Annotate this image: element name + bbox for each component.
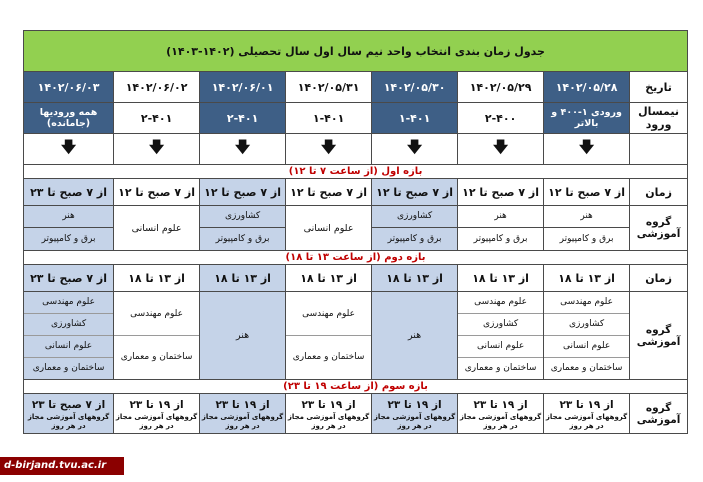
p1-time-6: از ۷ صبح تا ۱۲	[114, 179, 200, 206]
p1-c2-bot: برق و کامپیوتر	[458, 228, 544, 251]
p2-c2-item: علوم مهندسی	[458, 292, 543, 314]
p3-note: گروههای آموزشی مجاز در هر روز	[27, 412, 110, 430]
p3-note: گروههای آموزشی مجاز در هر روز	[545, 412, 628, 430]
p3-time-1: از ۱۹ تا ۲۳	[559, 398, 614, 411]
p2-c4-bot: ساختمان و معماری	[292, 352, 365, 362]
p2-c2-list	[458, 292, 544, 380]
p2-time-1: از ۱۳ تا ۱۸	[544, 265, 630, 292]
p1-time-1: از ۷ صبح تا ۱۲	[544, 179, 630, 206]
p3-note: گروههای آموزشی مجاز در هر روز	[115, 412, 198, 430]
period1-band: بازه اول (از ساعت ۷ تا ۱۲)	[24, 165, 688, 179]
p1-c4: علوم انسانی	[286, 206, 372, 251]
p1-c1-bot: برق و کامپیوتر	[544, 228, 630, 251]
p2-time-2: از ۱۳ تا ۱۸	[458, 265, 544, 292]
p2-c7-list	[24, 292, 114, 380]
entry-5: ۲-۴۰۱	[200, 103, 286, 134]
p3-note: گروههای آموزشی مجاز در هر روز	[459, 412, 542, 430]
p2-time-5: از ۱۳ تا ۱۸	[200, 265, 286, 292]
date-6: ۱۴۰۲/۰۶/۰۲	[114, 72, 200, 103]
p2-c2-item: ساختمان و معماری	[464, 363, 537, 373]
p2-c6-bot: ساختمان و معماری	[120, 352, 193, 362]
entry-1: ورودی ۱-۴۰۰ و بالاتر	[544, 103, 630, 134]
arrow-spacer	[630, 134, 688, 165]
date-1: ۱۴۰۲/۰۵/۲۸	[544, 72, 630, 103]
p1-c7-bot: برق و کامپیوتر	[24, 228, 114, 251]
p3-time-7: از ۷ صبح تا ۲۳	[31, 398, 106, 411]
p2-c7-item: علوم مهندسی	[24, 292, 113, 314]
p3-cell-3	[372, 394, 458, 434]
date-2: ۱۴۰۲/۰۵/۲۹	[458, 72, 544, 103]
period2-band: بازه دوم (از ساعت ۱۳ تا ۱۸)	[24, 251, 688, 265]
p1-c5-bot: برق و کامپیوتر	[200, 228, 286, 251]
p3-cell-4	[286, 394, 372, 434]
label-time: زمان	[630, 179, 688, 206]
p2-c1-item: علوم انسانی	[544, 336, 629, 358]
label-group: گروه آموزشی	[630, 394, 688, 434]
label-group: گروه آموزشی	[630, 206, 688, 251]
p2-c3: هنر	[372, 292, 458, 380]
p3-note: گروههای آموزشی مجاز در هر روز	[373, 412, 456, 430]
p2-c7-item: ساختمان و معماری	[32, 363, 105, 373]
down-arrow-icon: 🡇	[286, 134, 372, 165]
p2-c2-item: کشاورزی	[458, 314, 543, 336]
p3-time-4: از ۱۹ تا ۲۳	[301, 398, 356, 411]
p3-cell-7	[24, 394, 114, 434]
date-4: ۱۴۰۲/۰۵/۳۱	[286, 72, 372, 103]
label-group: گروه آموزشی	[630, 292, 688, 380]
p1-c5-top: کشاورزی	[200, 206, 286, 228]
p2-c4-top: علوم مهندسی	[286, 293, 371, 336]
p2-time-4: از ۱۳ تا ۱۸	[286, 265, 372, 292]
p1-c3-bot: برق و کامپیوتر	[372, 228, 458, 251]
p2-time-6: از ۱۳ تا ۱۸	[114, 265, 200, 292]
p1-time-4: از ۷ صبح تا ۱۲	[286, 179, 372, 206]
p2-c7-item: کشاورزی	[24, 314, 113, 336]
p1-c1-top: هنر	[544, 206, 630, 228]
p2-c1-list	[544, 292, 630, 380]
p2-c2-item: علوم انسانی	[458, 336, 543, 358]
schedule-table	[23, 30, 688, 434]
p1-c6: علوم انسانی	[114, 206, 200, 251]
entry-2: ۲-۴۰۰	[458, 103, 544, 134]
p2-time-7: از ۷ صبح تا ۲۳	[24, 265, 114, 292]
p3-time-2: از ۱۹ تا ۲۳	[473, 398, 528, 411]
p3-note: گروههای آموزشی مجاز در هر روز	[287, 412, 370, 430]
p2-c1-item: کشاورزی	[544, 314, 629, 336]
label-time: زمان	[630, 265, 688, 292]
entry-3: ۱-۴۰۱	[372, 103, 458, 134]
p3-cell-1	[544, 394, 630, 434]
p1-time-2: از ۷ صبح تا ۱۲	[458, 179, 544, 206]
p3-time-5: از ۱۹ تا ۲۳	[215, 398, 270, 411]
label-entry: نیمسال ورود	[630, 103, 688, 134]
p2-c5: هنر	[200, 292, 286, 380]
p3-cell-6	[114, 394, 200, 434]
date-7: ۱۴۰۲/۰۶/۰۳	[24, 72, 114, 103]
down-arrow-icon: 🡇	[458, 134, 544, 165]
p1-c2-top: هنر	[458, 206, 544, 228]
down-arrow-icon: 🡇	[114, 134, 200, 165]
p3-cell-5	[200, 394, 286, 434]
down-arrow-icon: 🡇	[24, 134, 114, 165]
p1-time-5: از ۷ صبح تا ۱۲	[200, 179, 286, 206]
p2-time-3: از ۱۳ تا ۱۸	[372, 265, 458, 292]
p2-c6-list	[114, 292, 200, 380]
p1-time-7: از ۷ صبح تا ۲۳	[24, 179, 114, 206]
site-watermark: d-birjand.tvu.ac.ir	[0, 457, 124, 475]
p3-cell-2	[458, 394, 544, 434]
p3-time-3: از ۱۹ تا ۲۳	[387, 398, 442, 411]
p1-c7-top: هنر	[24, 206, 114, 228]
entry-6: ۲-۴۰۱	[114, 103, 200, 134]
date-5: ۱۴۰۲/۰۶/۰۱	[200, 72, 286, 103]
p2-c1-item: ساختمان و معماری	[550, 363, 623, 373]
p2-c4-list	[286, 292, 372, 380]
p2-c6-top: علوم مهندسی	[114, 293, 199, 336]
p3-note: گروههای آموزشی مجاز در هر روز	[201, 412, 284, 430]
label-date: تاریخ	[630, 72, 688, 103]
down-arrow-icon: 🡇	[544, 134, 630, 165]
entry-7: همه ورودیها (جامانده)	[24, 103, 114, 134]
period3-band: بازه سوم (از ساعت ۱۹ تا ۲۳)	[24, 380, 688, 394]
down-arrow-icon: 🡇	[372, 134, 458, 165]
p1-time-3: از ۷ صبح تا ۱۲	[372, 179, 458, 206]
p2-c1-item: علوم مهندسی	[544, 292, 629, 314]
down-arrow-icon: 🡇	[200, 134, 286, 165]
table-title: جدول زمان بندی انتخاب واحد نیم سال اول سال تحصیلی (۱۴۰۲-۱۴۰۳)	[24, 31, 688, 72]
date-3: ۱۴۰۲/۰۵/۳۰	[372, 72, 458, 103]
entry-4: ۱-۴۰۱	[286, 103, 372, 134]
p1-c3-top: کشاورزی	[372, 206, 458, 228]
p3-time-6: از ۱۹ تا ۲۳	[129, 398, 184, 411]
p2-c7-item: علوم انسانی	[24, 336, 113, 358]
